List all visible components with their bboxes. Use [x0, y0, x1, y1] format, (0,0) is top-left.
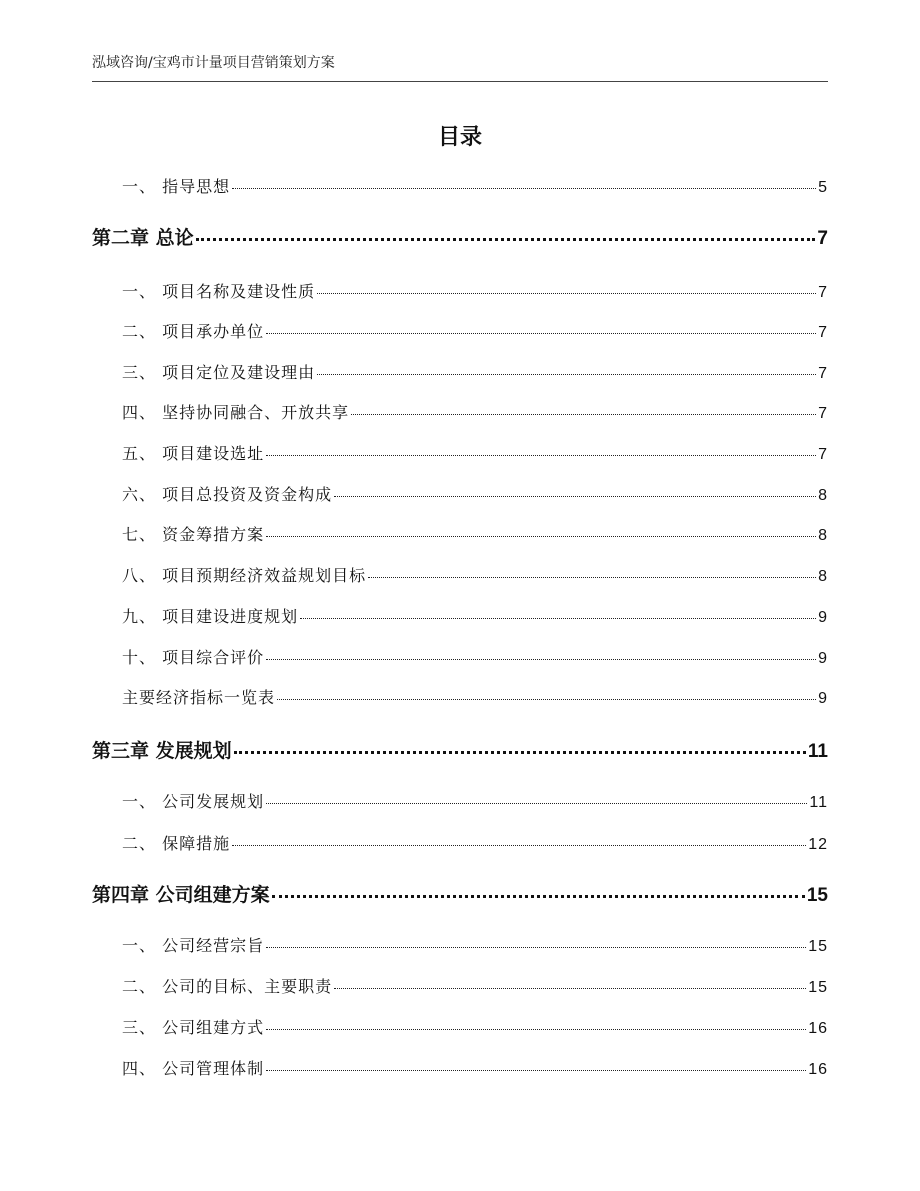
toc-entry-label: 二、 项目承办单位 [122, 322, 265, 341]
running-header: 泓域咨询/宝鸡市计量项目营销策划方案 [92, 55, 335, 71]
dot-leader [196, 238, 816, 241]
toc-page-number: 8 [818, 527, 828, 544]
toc-page-number: 5 [818, 179, 828, 196]
toc-entry-label: 七、 资金筹措方案 [122, 525, 265, 544]
toc-entry-label: 四、 坚持协同融合、开放共享 [122, 403, 350, 422]
toc-entry-label: 一、 公司发展规划 [122, 792, 265, 811]
toc-entry-label: 一、 指导思想 [122, 177, 231, 196]
toc-entry-label: 十、 项目综合评价 [122, 648, 265, 667]
toc-page-number: 7 [818, 446, 828, 463]
toc-section-entry[interactable] [122, 1015, 828, 1038]
toc-page-number: 7 [817, 228, 828, 249]
toc-page-number: 9 [818, 609, 828, 626]
dot-leader [277, 699, 816, 700]
toc-section-entry[interactable] [122, 400, 828, 423]
toc-page-number: 7 [818, 324, 828, 341]
toc-section-entry[interactable] [122, 974, 828, 997]
toc-chapter-entry[interactable] [92, 880, 828, 907]
toc-page-number: 7 [818, 284, 828, 301]
toc-page-number: 15 [808, 938, 828, 955]
toc-entry-label: 一、 公司经营宗旨 [122, 936, 265, 955]
toc-page-number: 12 [808, 836, 828, 853]
toc-section-entry[interactable] [122, 279, 828, 302]
toc-entry-label: 第二章 总论 [92, 227, 194, 249]
toc-page-number: 15 [806, 885, 828, 906]
dot-leader [234, 751, 806, 754]
toc-page-number: 8 [818, 487, 828, 504]
dot-leader [351, 414, 816, 415]
dot-leader [272, 895, 805, 898]
dot-leader [266, 659, 816, 660]
toc-entry-label: 一、 项目名称及建设性质 [122, 282, 316, 301]
toc-section-entry[interactable] [122, 563, 828, 586]
dot-leader [266, 947, 806, 948]
dot-leader [266, 1029, 806, 1030]
toc-page-number: 8 [818, 568, 828, 585]
dot-leader [334, 496, 816, 497]
toc-entry-label: 三、 公司组建方式 [122, 1018, 265, 1037]
toc-section-entry[interactable] [122, 685, 828, 708]
toc-section-entry[interactable] [122, 1056, 828, 1079]
dot-leader [266, 333, 816, 334]
toc-page-number: 9 [818, 650, 828, 667]
toc-chapter-entry[interactable] [92, 223, 828, 250]
toc-section-entry[interactable] [122, 319, 828, 342]
dot-leader [368, 577, 816, 578]
dot-leader [317, 374, 816, 375]
dot-leader [266, 536, 816, 537]
toc-page-number: 16 [808, 1020, 828, 1037]
toc-section-entry[interactable] [122, 522, 828, 545]
toc-section-entry[interactable] [122, 645, 828, 668]
toc-section-entry[interactable] [122, 174, 828, 197]
toc-section-entry[interactable] [122, 789, 828, 812]
toc-page-number: 9 [818, 690, 828, 707]
dot-leader [266, 1070, 806, 1071]
toc-page-number: 16 [808, 1061, 828, 1078]
dot-leader [232, 188, 816, 189]
dot-leader [266, 803, 807, 804]
toc-section-entry[interactable] [122, 604, 828, 627]
toc-page-number: 11 [809, 794, 828, 811]
toc-entry-label: 二、 保障措施 [122, 834, 231, 853]
toc-entry-label: 九、 项目建设进度规划 [122, 607, 299, 626]
toc-entry-label: 主要经济指标一览表 [122, 688, 276, 707]
dot-leader [232, 845, 806, 846]
toc-section-entry[interactable] [122, 441, 828, 464]
dot-leader [266, 455, 816, 456]
toc-section-entry[interactable] [122, 831, 828, 854]
toc-entry-label: 二、 公司的目标、主要职责 [122, 977, 333, 996]
toc-entry-label: 六、 项目总投资及资金构成 [122, 485, 333, 504]
toc-page-number: 7 [818, 405, 828, 422]
dot-leader [317, 293, 816, 294]
toc-page-number: 7 [818, 365, 828, 382]
toc-page-number: 15 [808, 979, 828, 996]
toc-entry-label: 八、 项目预期经济效益规划目标 [122, 566, 367, 585]
toc-section-entry[interactable] [122, 933, 828, 956]
toc-entry-label: 五、 项目建设选址 [122, 444, 265, 463]
toc-entry-label: 第三章 发展规划 [92, 740, 232, 762]
toc-section-entry[interactable] [122, 360, 828, 383]
toc-entry-label: 第四章 公司组建方案 [92, 884, 270, 906]
toc-entry-label: 三、 项目定位及建设理由 [122, 363, 316, 382]
toc-page-number: 11 [807, 741, 828, 762]
toc-entry-label: 四、 公司管理体制 [122, 1059, 265, 1078]
dot-leader [300, 618, 816, 619]
dot-leader [334, 988, 806, 989]
toc-chapter-entry[interactable] [92, 736, 828, 763]
toc-section-entry[interactable] [122, 482, 828, 505]
toc-title: 目录 [437, 125, 482, 150]
